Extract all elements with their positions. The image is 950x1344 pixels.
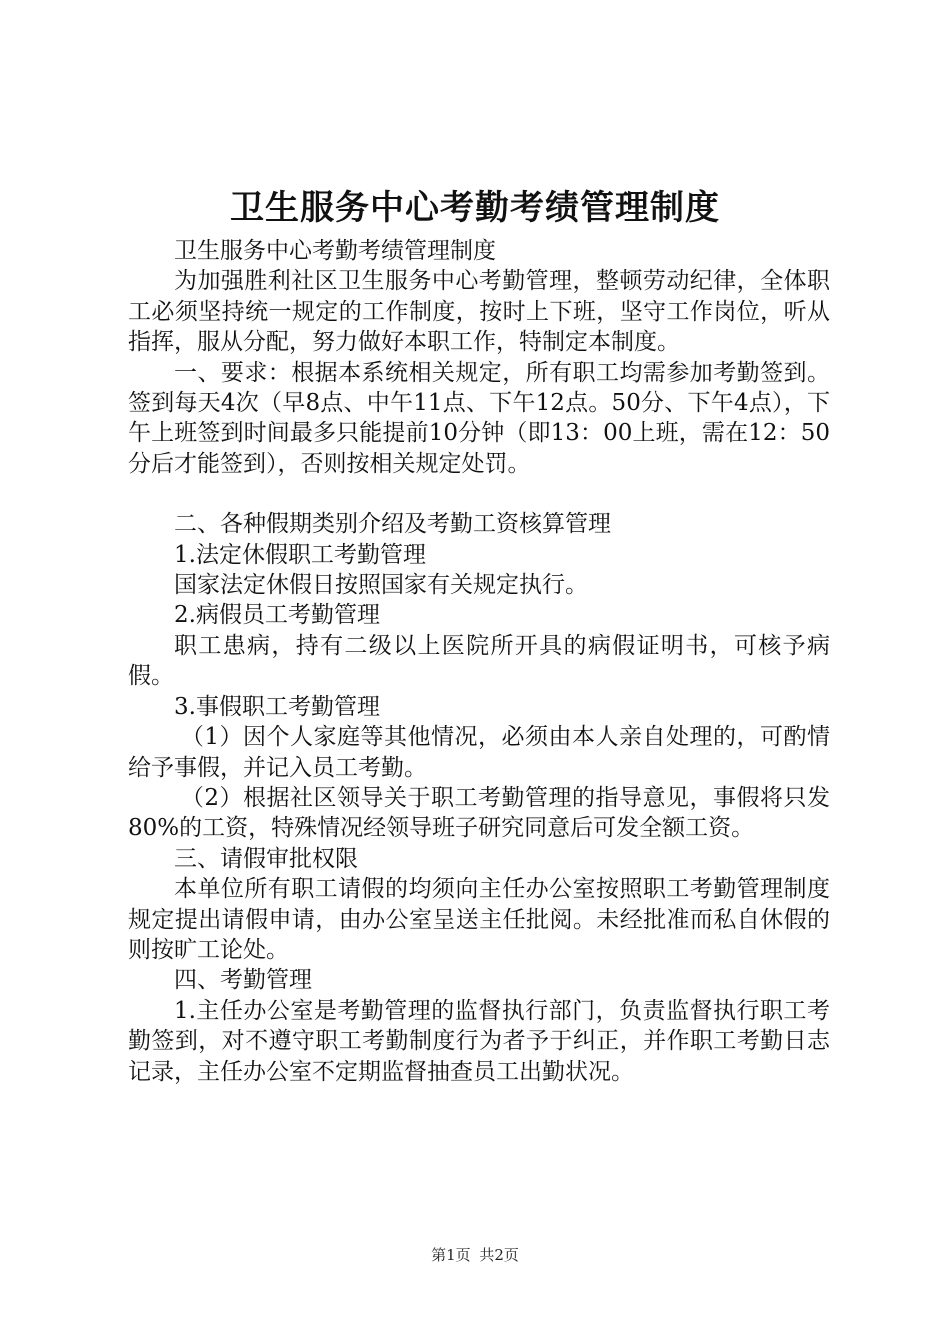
heading-section-3: 三、请假审批权限 bbox=[174, 845, 358, 872]
document-title: 卫生服务中心考勤考绩管理制度 bbox=[230, 188, 720, 228]
page-footer bbox=[0, 1244, 950, 1265]
document-body bbox=[128, 236, 830, 1087]
paragraph-legal-holiday: 国家法定休假日按照国家有关规定执行。 bbox=[174, 572, 588, 599]
heading-section-4: 四、考勤管理 bbox=[174, 967, 312, 994]
paragraph-intro: 为加强胜利社区卫生服务中心考勤管理，整顿劳动纪律，全体职工必须坚持统一规定的工作制度，按时上下班，坚守工作岗位，听从指挥，服从分配，努力做好本职工作，特制定本制度。 bbox=[128, 268, 830, 356]
heading-sick-leave: 2.病假员工考勤管理 bbox=[174, 602, 380, 629]
heading-legal-holiday: 1.法定休假职工考勤管理 bbox=[174, 541, 426, 568]
paragraph-approval: 本单位所有职工请假的均须向主任办公室按照职工考勤管理制度规定提出请假申请，由办公室呈送主任批阅。未经批准而私自休假的则按旷工论处。 bbox=[128, 876, 830, 963]
paragraph-personal-leave-1: （1）因个人家庭等其他情况，必须由本人亲自处理的，可酌情给予事假，并记入员工考勤。 bbox=[128, 724, 830, 781]
paragraph-sick-leave: 职工患病，持有二级以上医院所开具的病假证明书，可核予病假。 bbox=[128, 632, 830, 690]
page-total: 共2页 bbox=[479, 1246, 519, 1264]
heading-personal-leave: 3.事假职工考勤管理 bbox=[174, 693, 380, 720]
paragraph-subtitle: 卫生服务中心考勤考绩管理制度 bbox=[174, 238, 496, 264]
heading-section-2: 二、各种假期类别介绍及考勤工资核算管理 bbox=[174, 511, 611, 538]
paragraph-attendance-management: 1.主任办公室是考勤管理的监督执行部门，负责监督执行职工考勤签到，对不遵守职工考勤制度行为者予于纠正，并作职工考勤日志记录，主任办公室不定期监督抽查员工出勤状况。 bbox=[128, 997, 830, 1085]
paragraph-personal-leave-2: （2）根据社区领导关于职工考勤管理的指导意见，事假将只发80%的工资，特殊情况经领导班子研究同意后可发全额工资。 bbox=[128, 784, 830, 842]
paragraph-section-1-requirements: 一、要求：根据本系统相关规定，所有职工均需参加考勤签到。签到每天4次（早8点、中午11点、下午12点。50分、下午4点），下午上班签到时间最多只能提前10分钟（即13：00上班，需在12：50分后才能签到），否则按相关规定处罚。 bbox=[128, 359, 830, 477]
page-number: 第1页 bbox=[431, 1246, 471, 1264]
